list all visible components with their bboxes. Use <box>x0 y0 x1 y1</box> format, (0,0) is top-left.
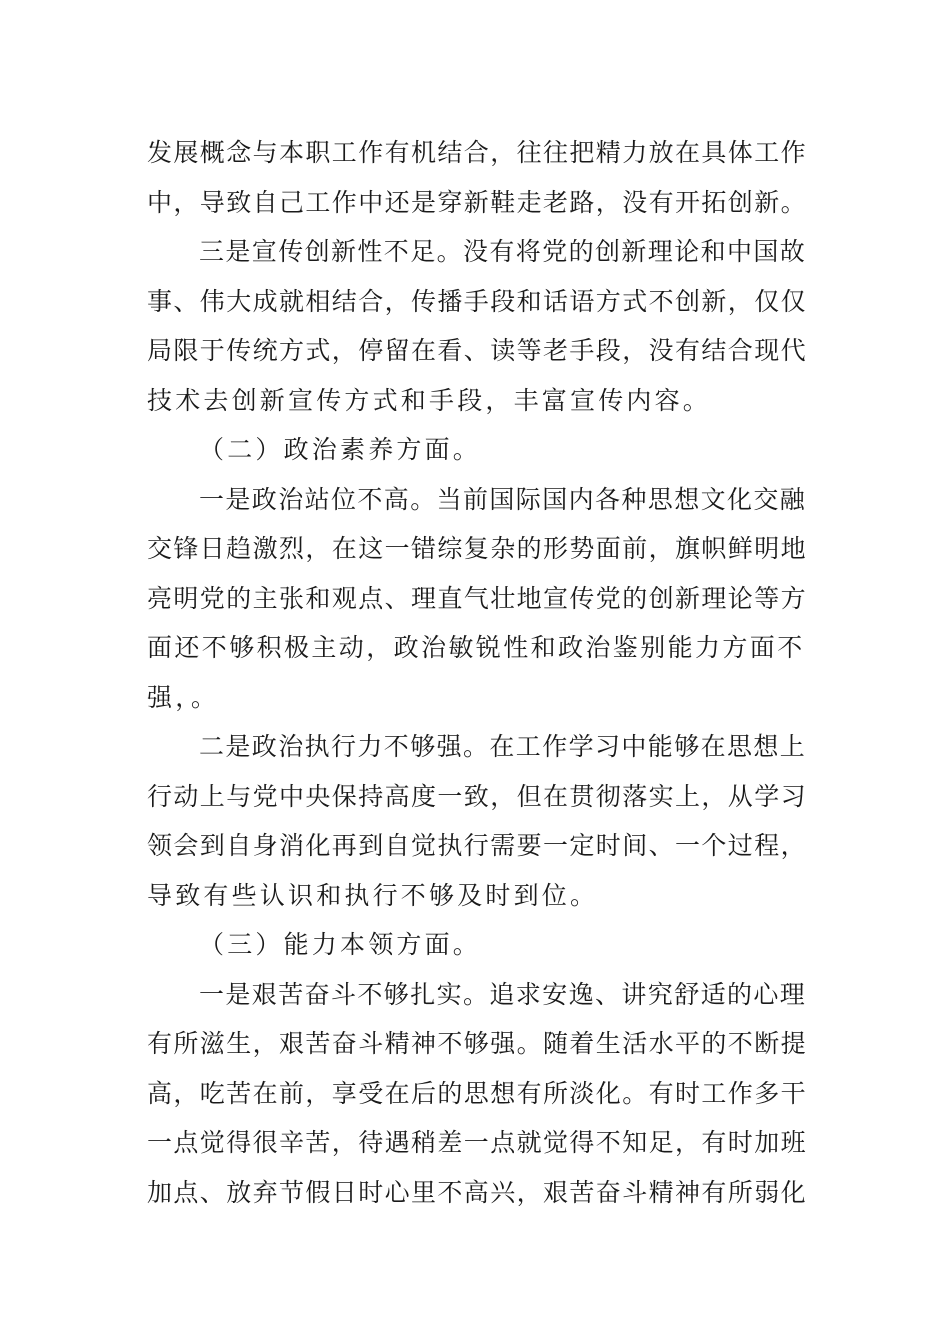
text-line: 交锋日趋激烈，在这一错综复杂的形势面前，旗帜鲜明地 <box>147 534 808 563</box>
text-line: 一是艰苦奋斗不够扎实。追求安逸、讲究舒适的心理 <box>199 979 807 1009</box>
section-heading: （二）政治素养方面。 <box>199 435 482 464</box>
section-heading: （三）能力本领方面。 <box>199 930 482 959</box>
text-line: 一是政治站位不高。当前国际国内各种思想文化交融 <box>199 484 807 514</box>
text-line: 一点觉得很辛苦，待遇稍差一点就觉得不知足，有时加班 <box>147 1128 808 1157</box>
text-line: 中，导致自己工作中还是穿新鞋走老路，没有开拓创新。 <box>147 187 808 217</box>
text-line: 三是宣传创新性不足。没有将党的创新理论和中国故 <box>199 237 807 266</box>
document-body <box>147 128 807 1217</box>
text-line: 强，。 <box>147 682 220 712</box>
text-line: 事、伟大成就相结合，传播手段和话语方式不创新，仅仅 <box>147 286 808 316</box>
text-line: 面还不够积极主动，政治敏锐性和政治鉴别能力方面不 <box>147 633 805 662</box>
text-line: 高，吃苦在前，享受在后的思想有所淡化。有时工作多干 <box>147 1078 808 1108</box>
text-line: 加点、放弃节假日时心里不高兴，艰苦奋斗精神有所弱化 <box>147 1177 808 1207</box>
text-line: 导致有些认识和执行不够及时到位。 <box>147 880 599 910</box>
text-line: 发展概念与本职工作有机结合，往往把精力放在具体工作 <box>147 138 808 167</box>
text-line: 亮明党的主张和观点、理直气壮地宣传党的创新理论等方 <box>147 583 808 613</box>
text-line: 领会到自身消化再到自觉执行需要一定时间、一个过程， <box>147 831 808 860</box>
text-line: 技术去创新宣传方式和手段，丰富宣传内容。 <box>147 385 712 415</box>
text-line: 行动上与党中央保持高度一致，但在贯彻落实上，从学习 <box>147 781 808 811</box>
text-line: 局限于传统方式，停留在看、读等老手段，没有结合现代 <box>147 336 808 365</box>
text-line: 有所滋生，艰苦奋斗精神不够强。随着生活水平的不断提 <box>147 1029 808 1058</box>
text-line: 二是政治执行力不够强。在工作学习中能够在思想上 <box>199 732 807 761</box>
